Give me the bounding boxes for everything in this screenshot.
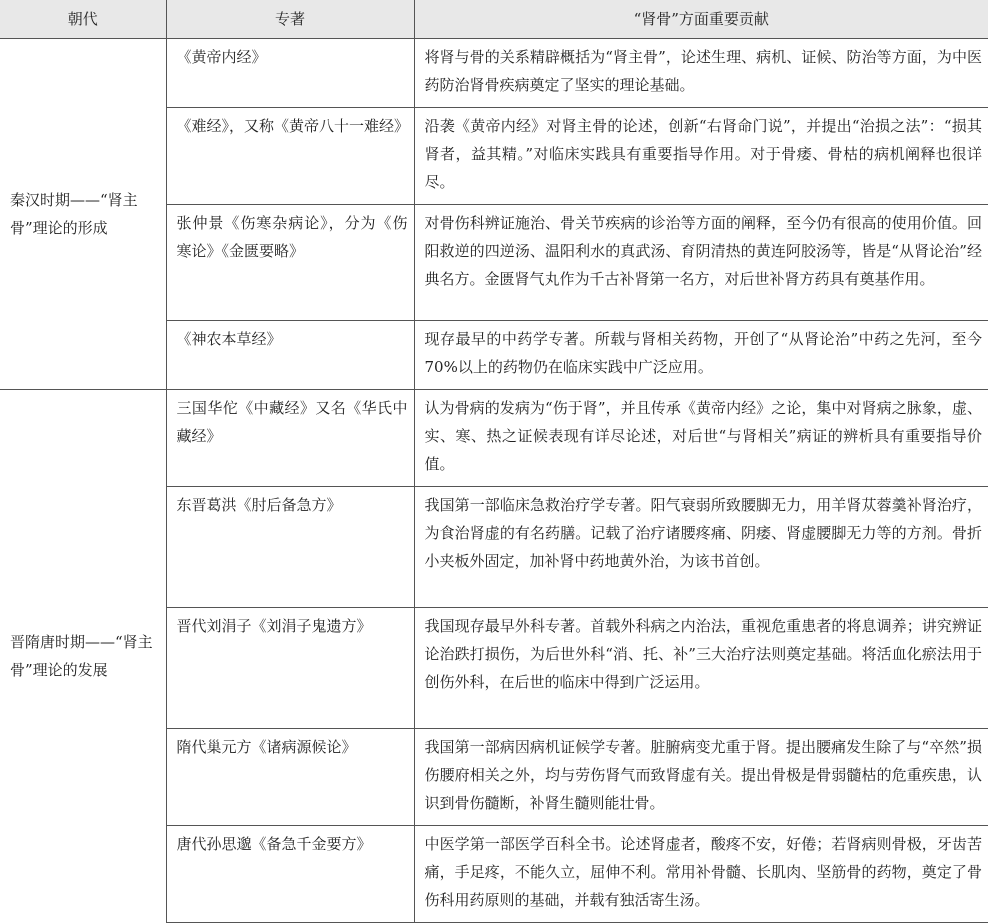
work-cell: 三国华佗《中藏经》又名《华氏中藏经》 [166, 390, 414, 487]
contribution-cell: 现存最早的中药学专著。所载与肾相关药物，开创了“从肾论治”中药之先河，至今70%以上的药物仍在临床实践中广泛应用。 [414, 321, 988, 390]
header-work: 专著 [166, 0, 414, 39]
contribution-cell: 认为骨病的发病为“伤于肾”，并且传承《黄帝内经》之论，集中对肾病之脉象，虚、实、寒、热之证候表现有详尽论述，对后世“与肾相关”病证的辨析具有重要指导价值。 [414, 390, 988, 487]
contribution-cell: 中医学第一部医学百科全书。论述肾虚者，酸疼不安，好倦；若肾病则骨极，牙齿苦痛，手足疼，不能久立，屈伸不利。常用补骨髓、长肌肉、坚筋骨的药物，奠定了骨伤科用药原则的基础，并载有独活寄生汤。 [414, 826, 988, 923]
contribution-cell: 对骨伤科辨证施治、骨关节疾病的诊治等方面的阐释，至今仍有很高的使用价值。回阳救逆的四逆汤、温阳利水的真武汤、育阴清热的黄连阿胶汤等，皆是“从肾论治”经典名方。金匮肾气丸作为千古补肾第一名方，对后世补肾方药具有奠基作用。 [414, 205, 988, 321]
work-cell: 东晋葛洪《肘后备急方》 [166, 487, 414, 608]
contribution-cell: 我国第一部病因病机证候学专著。脏腑病变尤重于肾。提出腰痛发生除了与“卒然”损伤腰府相关之外，均与劳伤肾气而致肾虚有关。提出骨极是骨弱髓枯的危重疾患，认识到骨伤髓断，补肾生髓则能壮骨。 [414, 729, 988, 826]
table-header-row [0, 0, 988, 39]
work-cell: 《神农本草经》 [166, 321, 414, 390]
work-cell: 隋代巢元方《诸病源候论》 [166, 729, 414, 826]
work-cell: 《黄帝内经》 [166, 39, 414, 108]
contribution-cell: 将肾与骨的关系精辟概括为“肾主骨”，论述生理、病机、证候、防治等方面，为中医药防治肾骨疾病奠定了坚实的理论基础。 [414, 39, 988, 108]
contribution-cell: 我国第一部临床急救治疗学专著。阳气衰弱所致腰脚无力，用羊肾苁蓉羹补肾治疗，为食治肾虚的有名药膳。记载了治疗诸腰疼痛、阴痿、肾虚腰脚无力等的方剂。骨折小夹板外固定，加补肾中药地黄外治，为该书首创。 [414, 487, 988, 608]
table-row [0, 390, 988, 487]
contribution-cell: 我国现存最早外科专著。首载外科病之内治法，重视危重患者的将息调养；讲究辨证论治跌打损伤，为后世外科“消、托、补”三大治疗法则奠定基础。将活血化瘀法用于创伤外科，在后世的临床中得到广泛运用。 [414, 608, 988, 729]
table-row [0, 39, 988, 108]
contribution-cell: 沿袭《黄帝内经》对肾主骨的论述，创新“右肾命门说”，并提出“治损之法”：“损其肾者，益其精。”对临床实践具有重要指导作用。对于骨痿、骨枯的病机阐释也很详尽。 [414, 108, 988, 205]
work-cell: 《难经》，又称《黄帝八十一难经》 [166, 108, 414, 205]
header-dynasty: 朝代 [0, 0, 166, 39]
work-cell: 张仲景《伤寒杂病论》，分为《伤寒论》《金匮要略》 [166, 205, 414, 321]
period-jin-sui-tang: 晋隋唐时期——“肾主骨”理论的发展 [0, 390, 166, 923]
work-cell: 晋代刘涓子《刘涓子鬼遗方》 [166, 608, 414, 729]
work-cell: 唐代孙思邈《备急千金要方》 [166, 826, 414, 923]
period-qin-han: 秦汉时期——“肾主骨”理论的形成 [0, 39, 166, 390]
header-contribution: “肾骨”方面重要贡献 [414, 0, 988, 39]
